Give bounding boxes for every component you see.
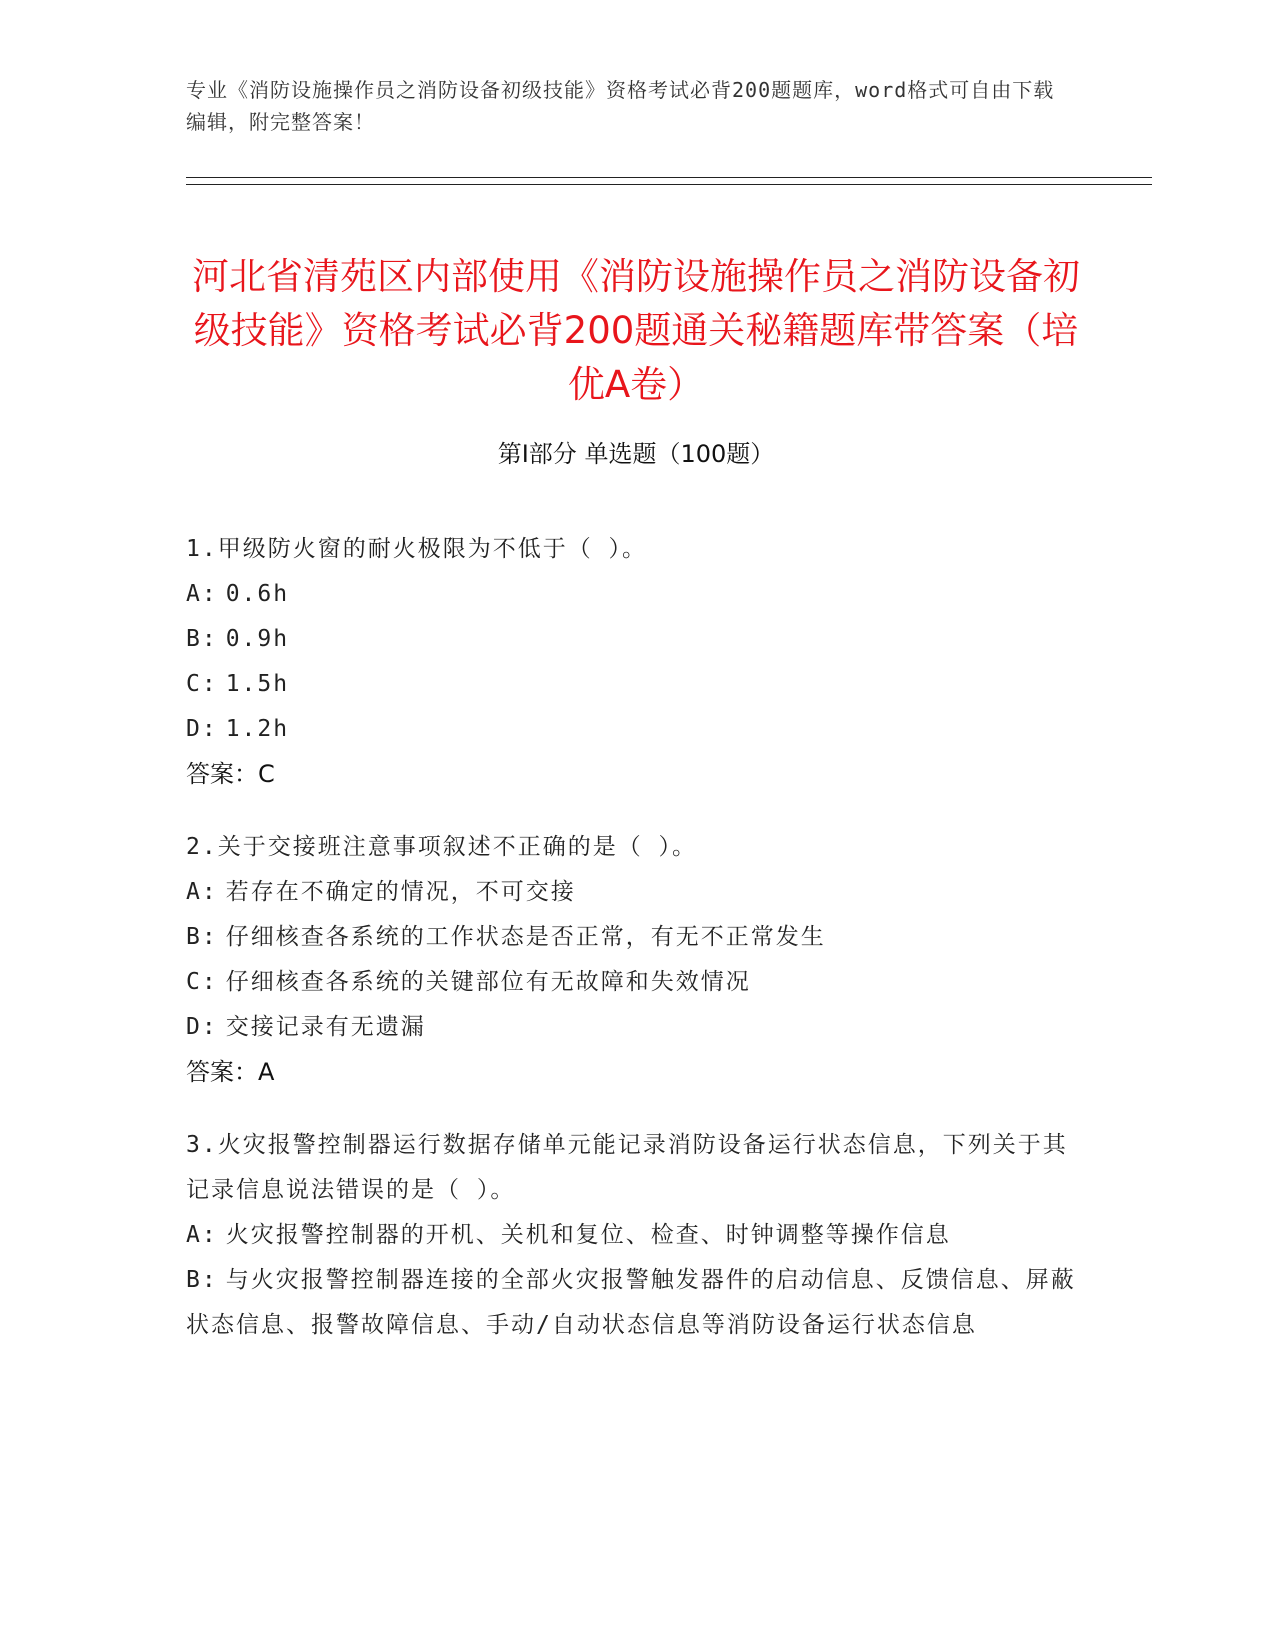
option-key: B: (186, 1267, 218, 1293)
option-key: C: (186, 671, 218, 697)
document-title: 河北省清苑区内部使用《消防设施操作员之消防设备初级技能》资格考试必背200题通关秘籍题库带答案（培优A卷） (192, 254, 1080, 406)
answer-line: 答案：C (186, 760, 275, 788)
option-d (186, 1005, 1076, 1050)
option-text: 火灾报警控制器的开机、关机和复位、检查、时钟调整等操作信息 (225, 1222, 951, 1248)
option-key: D: (186, 716, 218, 742)
option-b (186, 915, 1076, 960)
option-text: 0.6h (225, 581, 290, 607)
option-text: 0.9h (225, 626, 290, 652)
option-key: A: (186, 879, 218, 905)
question-stem: 2.关于交接班注意事项叙述不正确的是（ ）。 (186, 834, 698, 860)
header-divider-top (186, 177, 1152, 178)
option-text: 交接记录有无遗漏 (225, 1014, 426, 1040)
answer-line: 答案：A (186, 1058, 275, 1086)
option-key: C: (186, 969, 218, 995)
question-stem: 1.甲级防火窗的耐火极限为不低于（ ）。 (186, 536, 648, 562)
option-text: 仔细核查各系统的工作状态是否正常，有无不正常发生 (225, 924, 826, 950)
option-a (186, 1213, 1076, 1258)
option-key: A: (186, 581, 218, 607)
question-list (186, 527, 1076, 1376)
option-text: 与火灾报警控制器连接的全部火灾报警触发器件的启动信息、反馈信息、屏蔽状态信息、报警故障信息、手动/自动状态信息等消防设备运行状态信息 (186, 1267, 1076, 1338)
option-key: B: (186, 626, 218, 652)
header-note: 专业《消防设施操作员之消防设备初级技能》资格考试必背200题题库，word格式可自由下载编辑，附完整答案！ (186, 78, 1055, 134)
option-text: 若存在不确定的情况，不可交接 (225, 879, 576, 905)
option-text: 仔细核查各系统的关键部位有无故障和失效情况 (225, 969, 751, 995)
question-3 (186, 1123, 1076, 1348)
option-a (186, 572, 1076, 617)
option-b (186, 617, 1076, 662)
header-divider-bottom (186, 184, 1152, 185)
section-heading: 第Ⅰ部分 单选题（100题） (497, 440, 775, 468)
option-text: 1.5h (225, 671, 290, 697)
option-a (186, 870, 1076, 915)
question-stem: 3.火灾报警控制器运行数据存储单元能记录消防设备运行状态信息，下列关于其记录信息说法错误的是（ ）。 (186, 1132, 1068, 1203)
option-c (186, 662, 1076, 707)
option-d (186, 707, 1076, 752)
option-key: A: (186, 1222, 218, 1248)
option-key: B: (186, 924, 218, 950)
option-c (186, 960, 1076, 1005)
question-2 (186, 825, 1076, 1095)
option-b (186, 1258, 1076, 1348)
option-key: D: (186, 1014, 218, 1040)
option-text: 1.2h (225, 716, 290, 742)
question-1 (186, 527, 1076, 797)
